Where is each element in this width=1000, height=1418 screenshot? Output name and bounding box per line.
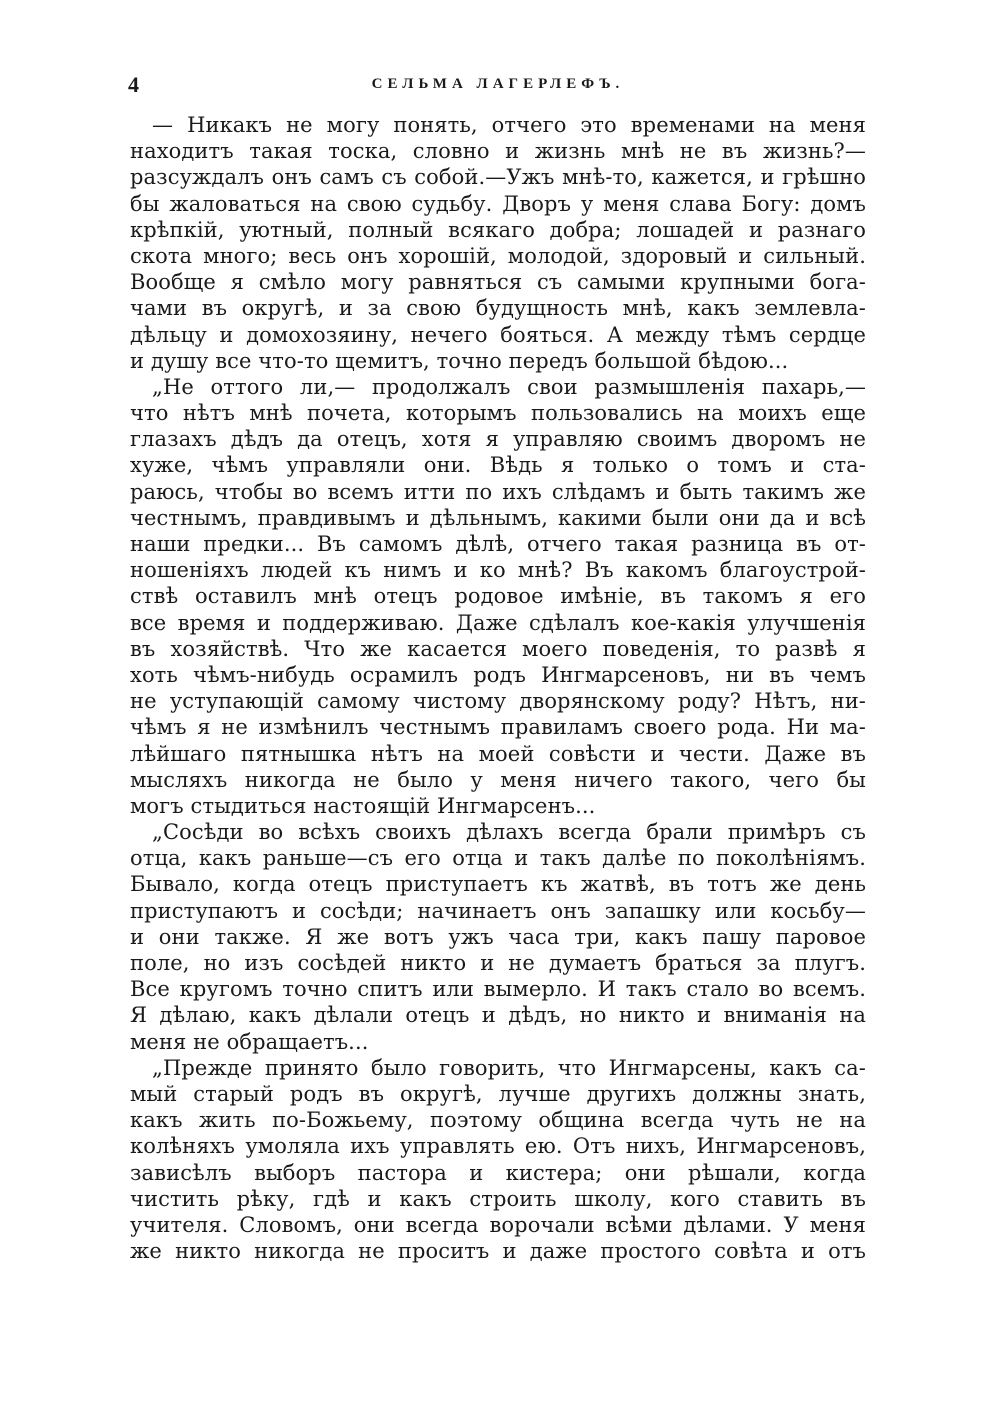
text-line: „Прежде принято было говорить, что Ингмарсены, какъ са-: [152, 1055, 866, 1080]
text-line: учителя. Словомъ, они всегда ворочали всѣми дѣлами. У меня: [130, 1212, 866, 1237]
text-line: мый старый родъ въ округѣ, лучше другихъ должны знать,: [130, 1081, 866, 1106]
text-line: чами въ округѣ, и за свою будущность мнѣ, какъ землевла-: [130, 296, 866, 321]
text-line: хоть чѣмъ-нибудь осрамилъ родъ Ингмарсеновъ, ни въ чемъ: [130, 662, 866, 687]
text-line: Бывало, когда отецъ приступаетъ къ жатвѣ, въ тотъ же день: [130, 872, 866, 897]
text-line: же никто никогда не проситъ и даже простого совѣта и отъ: [130, 1239, 866, 1264]
text-line: разсуждалъ онъ самъ съ собой.—Ужъ мнѣ-то, кажется, и грѣшно: [130, 165, 866, 190]
text-line: — Никакъ не могу понять, отчего это временами на меня: [152, 113, 866, 137]
text-line: наши предки... Въ самомъ дѣлѣ, отчего такая разница въ от-: [130, 532, 866, 556]
text-line: поле, но изъ сосѣдей никто и не думаетъ браться за плугъ.: [130, 951, 866, 975]
text-line: не уступающій самому чистому дворянскому роду? Нѣтъ, ни-: [130, 689, 866, 714]
text-line: раюсь, чтобы во всемъ итти по ихъ слѣдамъ и быть такимъ же: [130, 479, 866, 504]
text-line: отца, какъ раньше—съ его отца и такъ далѣе по поколѣніямъ.: [130, 846, 866, 871]
body-text: [130, 112, 866, 1264]
text-line: приступаютъ и сосѣди; начинаетъ онъ запашку или косьбу—: [130, 898, 866, 923]
text-line: „Не оттого ли,— продолжалъ свои размышленія пахарь,—: [152, 374, 866, 399]
text-line: бы жаловаться на свою судьбу. Дворъ у меня слава Богу: домъ: [130, 191, 866, 216]
text-line: глазахъ дѣдъ да отецъ, хотя я управляю своимъ дворомъ не: [130, 427, 866, 452]
text-line: меня не обращаетъ...: [130, 1029, 369, 1054]
text-line: могъ стыдиться настоящій Ингмарсенъ...: [130, 793, 596, 818]
text-line: хуже, чѣмъ управляли они. Вѣдь я только о томъ и ста-: [130, 453, 866, 478]
text-line: какъ жить по-Божьему, поэтому община всегда чуть не на: [130, 1108, 866, 1133]
text-line: крѣпкій, уютный, полный всякаго добра; лошадей и разнаго: [130, 217, 866, 242]
text-line: ношеніяхъ людей къ нимъ и ко мнѣ? Въ какомъ благоустрой-: [130, 558, 866, 583]
page-number: 4: [128, 72, 139, 97]
text-line: мысляхъ никогда не было у меня ничего такого, чего бы: [130, 767, 866, 792]
text-line: „Сосѣди во всѣхъ своихъ дѣлахъ всегда брали примѣръ съ: [152, 820, 866, 845]
text-line: что нѣтъ мнѣ почета, которымъ пользовались на моихъ еще: [130, 401, 866, 426]
text-line: Я дѣлаю, какъ дѣлали отецъ и дѣдъ, но никто и вниманія на: [130, 1003, 866, 1028]
text-line: зависѣлъ выборъ пастора и кистера; они рѣшали, когда: [130, 1160, 866, 1185]
text-line: Вообще я смѣло могу равняться съ самыми крупными бога-: [130, 270, 866, 295]
text-line: и они также. Я же вотъ ужъ часа три, какъ пашу паровое: [130, 924, 866, 949]
text-line: въ хозяйствѣ. Что же касается моего поведенія, то развѣ я: [130, 636, 866, 661]
text-line: и душу все что-то щемитъ, точно передъ большой бѣдою...: [130, 348, 789, 373]
text-line: ствѣ оставилъ мнѣ отецъ родовое имѣніе, въ такомъ я его: [130, 584, 866, 609]
text-line: все время и поддерживаю. Даже сдѣлалъ кое-какія улучшенія: [130, 610, 866, 635]
text-line: дѣльцу и домохозяину, нечего бояться. А между тѣмъ сердце: [130, 322, 866, 347]
text-line: находитъ такая тоска, словно и жизнь мнѣ не въ жизнь?—: [130, 139, 866, 164]
text-line: чѣмъ я не измѣнилъ честнымъ правиламъ своего рода. Ни ма-: [130, 715, 866, 740]
text-line: Все кругомъ точно спитъ или вымерло. И такъ стало во всемъ.: [130, 977, 866, 1002]
text-line: колѣняхъ умоляла ихъ управлять ею. Отъ нихъ, Ингмарсеновъ,: [130, 1134, 866, 1159]
text-line: честнымъ, правдивымъ и дѣльнымъ, какими были они да и всѣ: [130, 505, 866, 530]
text-line: скота много; весь онъ хорошій, молодой, здоровый и сильный.: [130, 243, 866, 268]
text-line: лѣйшаго пятнышка нѣтъ на моей совѣсти и чести. Даже въ: [130, 741, 866, 766]
text-line: чистить рѣку, гдѣ и какъ строить школу, кого ставить въ: [130, 1186, 866, 1211]
running-title: СЕЛЬМА ЛАГЕРЛЕФЪ.: [371, 76, 625, 92]
running-head: [128, 72, 868, 102]
